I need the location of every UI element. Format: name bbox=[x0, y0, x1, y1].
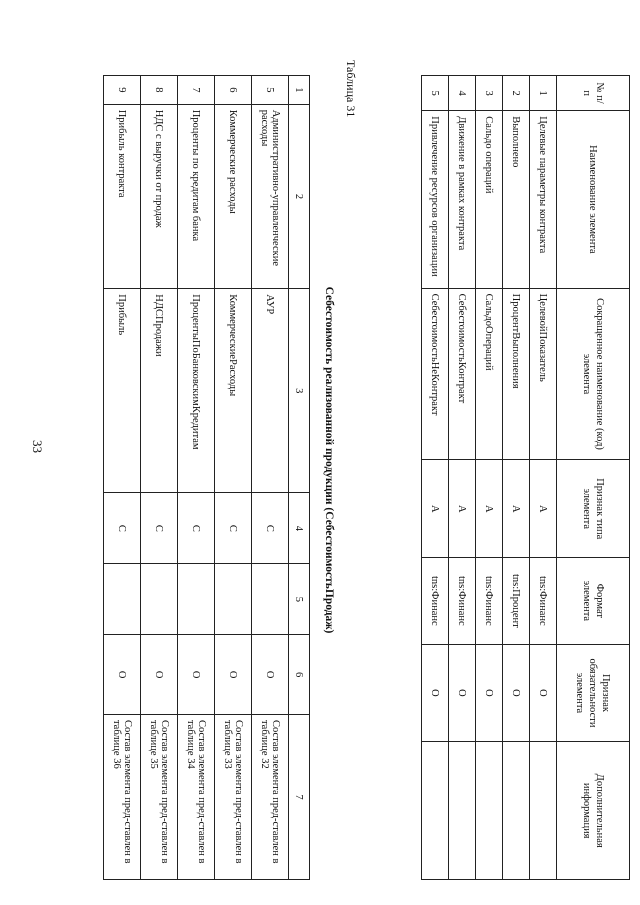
continuation-table bbox=[103, 75, 310, 880]
cell: tns:Финанс bbox=[422, 558, 449, 644]
table-caption: Себестоимость реализованной продукции (СебестоимостьПродаж) bbox=[323, 286, 335, 634]
cell: 8 bbox=[141, 76, 178, 105]
cell: 7 bbox=[178, 76, 215, 105]
cell bbox=[530, 742, 557, 880]
header-cell: 2 bbox=[289, 104, 310, 289]
cell: О bbox=[252, 635, 289, 715]
cell bbox=[215, 564, 252, 635]
cell: С bbox=[215, 493, 252, 564]
header-cell: 5 bbox=[289, 564, 310, 635]
cell: Движение в рамках контракта bbox=[449, 111, 476, 288]
cell bbox=[141, 564, 178, 635]
cell: Целевые параметры контракта bbox=[530, 111, 557, 288]
cell: А bbox=[530, 460, 557, 558]
table-row bbox=[215, 76, 252, 880]
cell bbox=[476, 742, 503, 880]
header-cell: Наименование элемента bbox=[557, 111, 630, 288]
header-cell: № п/п bbox=[557, 76, 630, 111]
cell bbox=[178, 564, 215, 635]
header-cell: 7 bbox=[289, 714, 310, 879]
header-cell: Признак обязательности элемента bbox=[557, 644, 630, 742]
cell: НДСПродажи bbox=[141, 289, 178, 493]
cell: 2 bbox=[503, 76, 530, 111]
header-cell: 6 bbox=[289, 635, 310, 715]
cell: С bbox=[252, 493, 289, 564]
cell: А bbox=[476, 460, 503, 558]
cell: Выполнено bbox=[503, 111, 530, 288]
cell: О bbox=[449, 644, 476, 742]
cell bbox=[252, 564, 289, 635]
cell: 6 bbox=[215, 76, 252, 105]
cell: tns:Финанс bbox=[449, 558, 476, 644]
cell: С bbox=[141, 493, 178, 564]
cell: 9 bbox=[104, 76, 141, 105]
table-31 bbox=[421, 75, 630, 880]
cell: 4 bbox=[449, 76, 476, 111]
table-row bbox=[104, 76, 141, 880]
cell: 5 bbox=[422, 76, 449, 111]
header-cell: 3 bbox=[289, 289, 310, 493]
cell: А bbox=[503, 460, 530, 558]
cell bbox=[422, 742, 449, 880]
cell: СебестоимостьНеКонтракт bbox=[422, 288, 449, 460]
table-row bbox=[503, 76, 530, 880]
cell: tns:Финанс bbox=[530, 558, 557, 644]
header-cell: Сокращенное наименование (код) элемента bbox=[557, 288, 630, 460]
cell: Привлечение ресурсов организации bbox=[422, 111, 449, 288]
table-header-row bbox=[557, 76, 630, 880]
cell: А bbox=[422, 460, 449, 558]
cell: О bbox=[178, 635, 215, 715]
cell: ПроцентВыполнения bbox=[503, 288, 530, 460]
cell: Проценты по кредитам банка bbox=[178, 104, 215, 289]
cell: tns:Финанс bbox=[476, 558, 503, 644]
cell: Прибыль bbox=[104, 289, 141, 493]
cell: ПроцентыПоБанковскимКредитам bbox=[178, 289, 215, 493]
cell: СебестоимостьКонтракт bbox=[449, 288, 476, 460]
cell: Состав элемента пред-ставлен в таблице 36 bbox=[104, 714, 141, 879]
cell: Сальдо операций bbox=[476, 111, 503, 288]
cell: С bbox=[104, 493, 141, 564]
page-number: 33 bbox=[30, 440, 45, 453]
header-cell: Признак типа элемента bbox=[557, 460, 630, 558]
cell: О bbox=[476, 644, 503, 742]
cell: С bbox=[178, 493, 215, 564]
cell bbox=[503, 742, 530, 880]
cell: Прибыль контракта bbox=[104, 104, 141, 289]
header-cell: 4 bbox=[289, 493, 310, 564]
cell: 1 bbox=[530, 76, 557, 111]
cell: О bbox=[503, 644, 530, 742]
table-row bbox=[178, 76, 215, 880]
cell: Коммерческие расходы bbox=[215, 104, 252, 289]
cell: Административно-управленческие расходы bbox=[252, 104, 289, 289]
table-row bbox=[141, 76, 178, 880]
cell: АУР bbox=[252, 289, 289, 493]
cell: О bbox=[104, 635, 141, 715]
cell: 3 bbox=[476, 76, 503, 111]
table-number-label: Таблица 31 bbox=[344, 60, 358, 118]
cell: НДС с выручки от продаж bbox=[141, 104, 178, 289]
cell: Состав элемента пред-ставлен в таблице 34 bbox=[178, 714, 215, 879]
table-row bbox=[449, 76, 476, 880]
table-header-row bbox=[289, 76, 310, 880]
cell: Состав элемента пред-ставлен в таблице 32 bbox=[252, 714, 289, 879]
header-cell: 1 bbox=[289, 76, 310, 105]
header-cell: Формат элемента bbox=[557, 558, 630, 644]
cell: О bbox=[422, 644, 449, 742]
cell: КоммерческиеРасходы bbox=[215, 289, 252, 493]
cell: ЦелевойПоказатель bbox=[530, 288, 557, 460]
cell: О bbox=[141, 635, 178, 715]
cell: О bbox=[530, 644, 557, 742]
cell: О bbox=[215, 635, 252, 715]
cell bbox=[104, 564, 141, 635]
table-row bbox=[476, 76, 503, 880]
table-row bbox=[530, 76, 557, 880]
cell: Состав элемента пред-ставлен в таблице 35 bbox=[141, 714, 178, 879]
cell bbox=[449, 742, 476, 880]
cell: А bbox=[449, 460, 476, 558]
cell: tns:Процент bbox=[503, 558, 530, 644]
header-cell: Дополнительная информация bbox=[557, 742, 630, 880]
cell: СальдоОпераций bbox=[476, 288, 503, 460]
cell: Состав элемента пред-ставлен в таблице 33 bbox=[215, 714, 252, 879]
table-row bbox=[252, 76, 289, 880]
table-row bbox=[422, 76, 449, 880]
cell: 5 bbox=[252, 76, 289, 105]
